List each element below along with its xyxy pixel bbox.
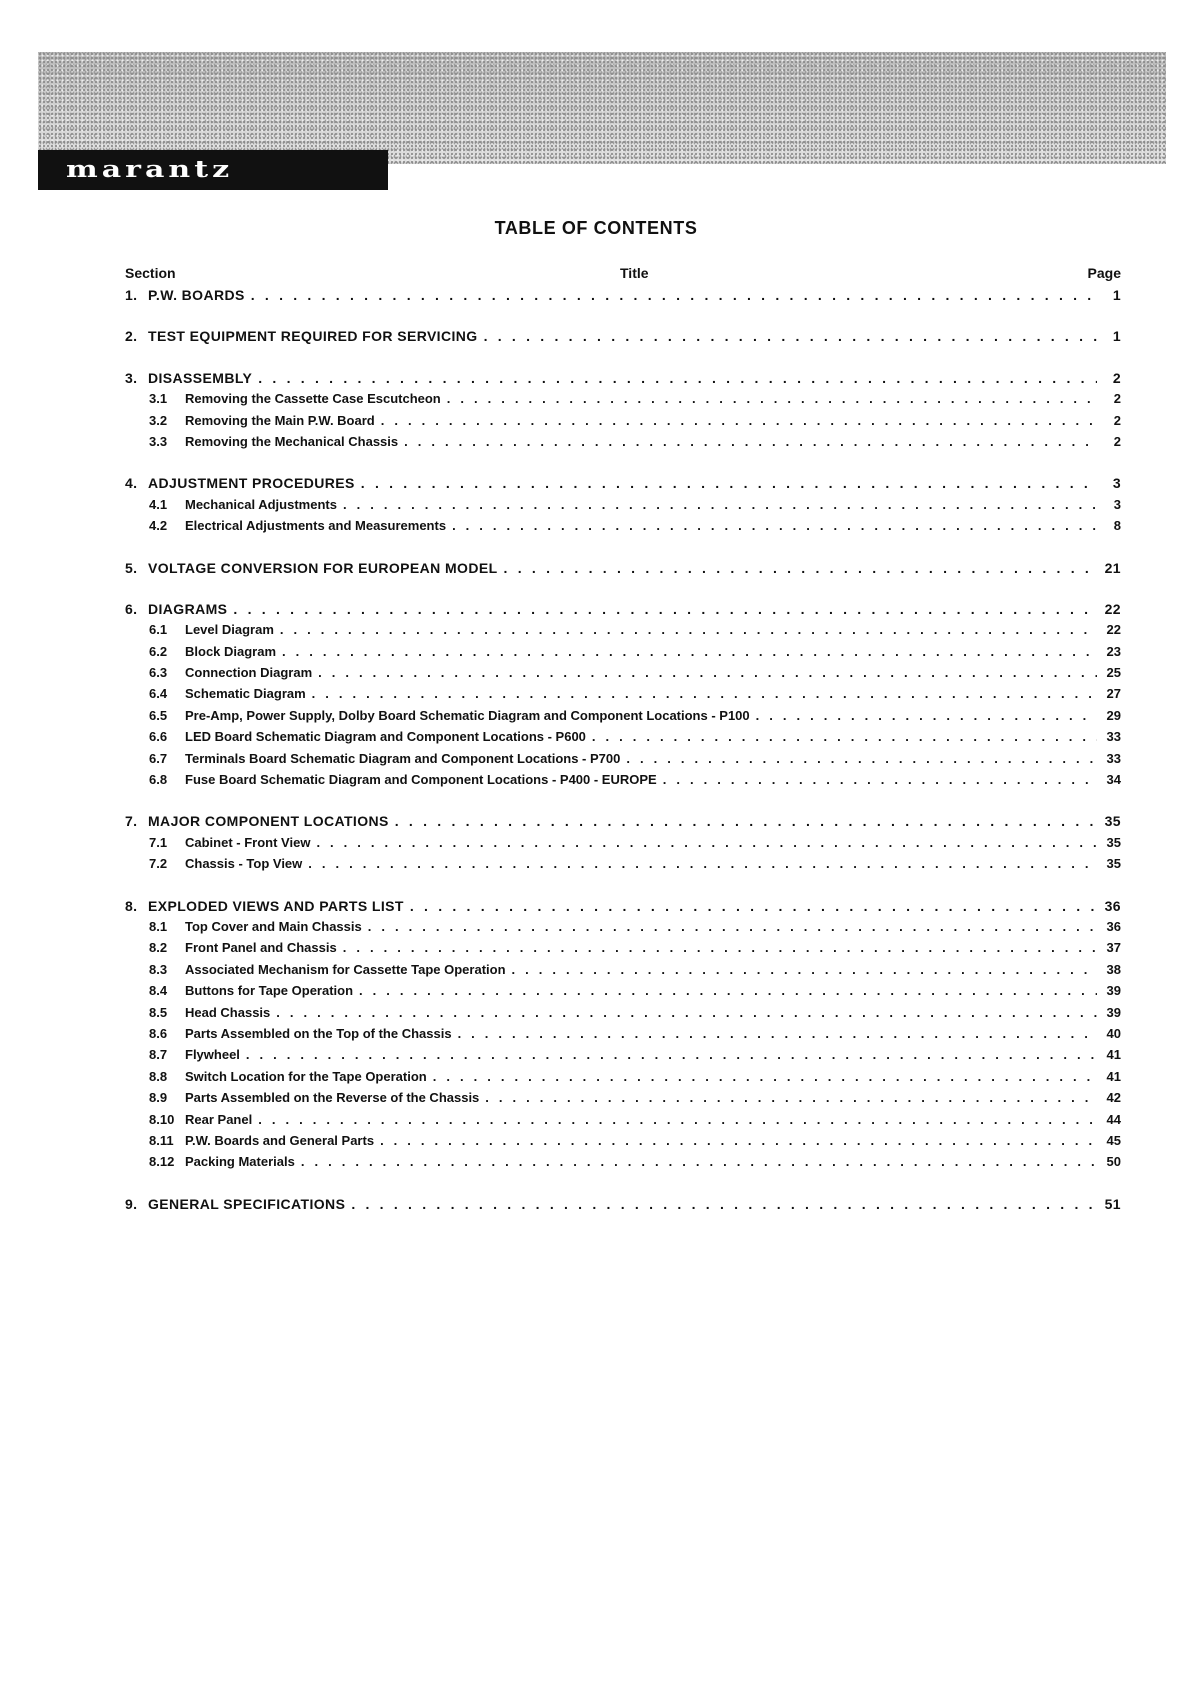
toc-subsection-row	[125, 1090, 1121, 1111]
toc-subsection-row	[125, 434, 1121, 455]
toc-entry-page: 36	[1104, 897, 1121, 914]
toc-subsection-row	[125, 686, 1121, 707]
toc-entry-number: 8.3	[149, 961, 168, 977]
toc-entry-page: 44	[1106, 1111, 1121, 1127]
dot-leader	[368, 919, 1097, 934]
toc-entry-title: Associated Mechanism for Cassette Tape Operation	[185, 961, 506, 977]
toc-entry-number: 7.1	[149, 834, 168, 850]
toc-entry-title: Level Diagram	[185, 622, 274, 638]
toc-entry-title: LED Board Schematic Diagram and Component Locations - P600	[185, 729, 586, 745]
toc-section-row	[125, 601, 1121, 622]
toc-entry-page: 38	[1106, 961, 1121, 977]
toc-entry-number: 6.6	[149, 729, 168, 745]
toc-entry-page: 33	[1106, 729, 1121, 745]
toc-subsection-row	[125, 1026, 1121, 1047]
toc-entry-title: Head Chassis	[185, 1004, 271, 1020]
toc-entry-number: 8.11	[149, 1132, 174, 1148]
dot-leader	[484, 328, 1097, 344]
toc-entry-number: 6.2	[149, 643, 168, 659]
toc-subsection-row	[125, 665, 1121, 686]
toc-entry-page: 41	[1106, 1047, 1121, 1063]
toc-entry-title: MAJOR COMPONENT LOCATIONS	[148, 813, 389, 830]
dot-leader	[233, 601, 1097, 617]
dot-leader	[512, 962, 1097, 977]
dot-leader	[282, 644, 1097, 659]
toc-entry-number: 8.6	[149, 1025, 168, 1041]
toc-subsection-row	[125, 856, 1121, 877]
toc-entry-title: Rear Panel	[185, 1111, 253, 1127]
toc-entry-number: 8.10	[149, 1111, 175, 1127]
toc-entry-number: 8.8	[149, 1068, 168, 1084]
toc-entry-number: 2.	[125, 328, 138, 345]
toc-entry-title: VOLTAGE CONVERSION FOR EUROPEAN MODEL	[148, 559, 498, 576]
toc-entry-title: Cabinet - Front View	[185, 834, 311, 850]
toc-entry-page: 8	[1113, 518, 1121, 534]
toc-subsection-row	[125, 1005, 1121, 1026]
dot-leader	[343, 497, 1097, 512]
toc-entry-number: 6.	[125, 600, 138, 617]
toc-entry-title: Terminals Board Schematic Diagram and Component Locations - P700	[185, 750, 621, 766]
toc-column-headers	[125, 265, 1121, 283]
toc-entry-number: 1.	[125, 287, 138, 303]
toc-subsection-row	[125, 835, 1121, 856]
toc-subsection-row	[125, 919, 1121, 940]
toc-section-row	[125, 898, 1121, 919]
toc-subsection-row	[125, 1154, 1121, 1175]
toc-entry-title: TEST EQUIPMENT REQUIRED FOR SERVICING	[148, 328, 478, 345]
dot-leader	[359, 983, 1097, 998]
toc-entry-title: Removing the Cassette Case Escutcheon	[185, 391, 441, 407]
toc-entry-page: 40	[1106, 1025, 1121, 1041]
toc-entry-number: 4.	[125, 475, 138, 492]
toc-entry-page: 2	[1113, 412, 1121, 428]
toc-entry-page: 1	[1112, 328, 1121, 345]
toc-entry-page: 2	[1113, 391, 1121, 407]
toc-entry-page: 34	[1106, 772, 1121, 788]
header-banner	[38, 52, 1166, 164]
toc-entry-title: DIAGRAMS	[148, 600, 228, 617]
dot-leader	[361, 475, 1097, 491]
toc-subsection-row	[125, 1047, 1121, 1068]
dot-leader	[485, 1090, 1097, 1105]
dot-leader	[663, 772, 1097, 787]
toc-entry-number: 6.8	[149, 772, 168, 788]
toc-entry-title: P.W. Boards and General Parts	[185, 1132, 375, 1148]
toc-entry-number: 3.1	[149, 391, 168, 407]
toc-subsection-row	[125, 772, 1121, 793]
dot-leader	[258, 370, 1097, 386]
dot-leader	[343, 940, 1097, 955]
toc-entry-page: 2	[1113, 433, 1121, 449]
page-title: TABLE OF CONTENTS	[494, 218, 698, 238]
toc-entry-title: Chassis - Top View	[185, 856, 303, 872]
toc-entry-title: Parts Assembled on the Top of the Chassis	[185, 1025, 452, 1041]
toc-entry-number: 8.9	[149, 1090, 168, 1106]
toc-entry-number: 6.3	[149, 665, 168, 681]
dot-leader	[318, 665, 1097, 680]
toc-subsection-row	[125, 751, 1121, 772]
toc-entry-page: 41	[1106, 1068, 1121, 1084]
toc-entry-title: Connection Diagram	[185, 665, 313, 681]
toc-entry-title: Parts Assembled on the Reverse of the Chassis	[185, 1090, 480, 1106]
dot-leader	[433, 1069, 1097, 1084]
toc-entry-number: 8.12	[149, 1154, 175, 1170]
toc-entry-title: Front Panel and Chassis	[185, 940, 337, 956]
dot-leader	[351, 1196, 1097, 1212]
toc-subsection-row	[125, 983, 1121, 1004]
dot-leader	[251, 287, 1097, 303]
toc-entry-number: 8.7	[149, 1047, 168, 1063]
toc-entry-number: 8.	[125, 897, 138, 914]
toc-entry-number: 8.2	[149, 940, 168, 956]
toc-entry-page: 35	[1104, 813, 1121, 830]
toc-entry-number: 8.1	[149, 918, 168, 934]
brand-logo	[38, 150, 388, 190]
dot-leader	[258, 1112, 1097, 1127]
toc-section-row	[125, 560, 1121, 581]
dot-leader	[410, 898, 1097, 914]
toc-entry-page: 39	[1106, 1004, 1121, 1020]
toc-entry-title: Block Diagram	[185, 643, 277, 659]
toc-subsection-row	[125, 644, 1121, 665]
toc-subsection-row	[125, 497, 1121, 518]
toc-entry-page: 25	[1106, 665, 1121, 681]
toc-subsection-row	[125, 708, 1121, 729]
dot-leader	[280, 622, 1097, 637]
toc-entry-number: 9.	[125, 1195, 138, 1212]
toc-entry-page: 22	[1106, 622, 1121, 638]
dot-leader	[447, 391, 1097, 406]
toc-entry-title: Packing Materials	[185, 1154, 295, 1170]
toc-entry-page: 29	[1106, 707, 1121, 723]
toc-entry-title: P.W. BOARDS	[148, 287, 245, 303]
dot-leader	[246, 1047, 1097, 1062]
toc-subsection-row	[125, 1133, 1121, 1154]
toc-subsection-row	[125, 1069, 1121, 1090]
dot-leader	[404, 434, 1097, 449]
column-header-section: Section	[125, 265, 176, 281]
toc-entry-title: GENERAL SPECIFICATIONS	[148, 1195, 346, 1212]
toc-entry-title: ADJUSTMENT PROCEDURES	[148, 475, 355, 492]
toc-entry-number: 3.	[125, 369, 138, 386]
toc-entry-title: Switch Location for the Tape Operation	[185, 1068, 427, 1084]
dot-leader	[626, 751, 1097, 766]
toc-entry-number: 4.2	[149, 518, 168, 534]
toc-section-row	[125, 328, 1121, 349]
toc-subsection-row	[125, 940, 1121, 961]
toc-subsection-row	[125, 413, 1121, 434]
toc-entry-number: 5.	[125, 559, 138, 576]
toc-entry-number: 8.5	[149, 1004, 168, 1020]
toc-entry-page: 1	[1112, 287, 1121, 303]
toc-entry-page: 50	[1106, 1154, 1121, 1170]
toc-entry-title: DISASSEMBLY	[148, 369, 253, 386]
toc-entry-page: 35	[1106, 834, 1121, 850]
toc-entry-page: 22	[1104, 600, 1121, 617]
toc-entry-page: 36	[1106, 918, 1121, 934]
dot-leader	[592, 729, 1097, 744]
toc-subsection-row	[125, 729, 1121, 750]
toc-section-row	[125, 475, 1121, 496]
toc-entry-page: 2	[1112, 369, 1121, 386]
toc-entry-page: 37	[1106, 940, 1121, 956]
toc-entry-page: 21	[1104, 559, 1121, 576]
toc-entry-number: 6.4	[149, 686, 168, 702]
dot-leader	[301, 1154, 1097, 1169]
toc-entry-page: 39	[1106, 983, 1121, 999]
toc-section-row	[125, 813, 1121, 834]
toc-entry-title: Mechanical Adjustments	[185, 496, 337, 512]
dot-leader	[276, 1005, 1097, 1020]
dot-leader	[381, 413, 1097, 428]
toc-entry-number: 6.7	[149, 750, 168, 766]
dot-leader	[316, 835, 1097, 850]
column-header-page: Page	[1087, 265, 1121, 281]
toc-entry-number: 7.2	[149, 856, 168, 872]
toc-entry-title: Removing the Main P.W. Board	[185, 412, 375, 428]
toc-section-row	[125, 1196, 1121, 1217]
dot-leader	[380, 1133, 1097, 1148]
dot-leader	[395, 813, 1097, 829]
dot-leader	[756, 708, 1097, 723]
toc-entry-number: 4.1	[149, 496, 168, 512]
dot-leader	[312, 686, 1097, 701]
toc-entry-title: Electrical Adjustments and Measurements	[185, 518, 447, 534]
toc-entry-page: 27	[1106, 686, 1121, 702]
toc-entry-number: 6.5	[149, 707, 168, 723]
toc-list	[125, 287, 1121, 1217]
toc-entry-page: 51	[1104, 1195, 1121, 1212]
toc-subsection-row	[125, 518, 1121, 539]
toc-entry-number: 7.	[125, 813, 138, 830]
toc-entry-page: 3	[1113, 496, 1121, 512]
toc-entry-title: EXPLODED VIEWS AND PARTS LIST	[148, 897, 404, 914]
toc-entry-title: Flywheel	[185, 1047, 240, 1063]
dot-leader	[452, 518, 1097, 533]
toc-subsection-row	[125, 1112, 1121, 1133]
toc-subsection-row	[125, 962, 1121, 983]
toc-entry-title: Fuse Board Schematic Diagram and Component Locations - P400 - EUROPE	[185, 772, 657, 788]
toc-entry-number: 3.2	[149, 412, 168, 428]
toc-section-row	[125, 287, 1121, 308]
toc-entry-page: 33	[1106, 750, 1121, 766]
toc-section-row	[125, 370, 1121, 391]
toc-entry-number: 8.4	[149, 983, 168, 999]
toc-entry-page: 23	[1106, 643, 1121, 659]
column-header-title: Title	[620, 265, 649, 281]
toc-entry-page: 42	[1106, 1090, 1121, 1106]
dot-leader	[458, 1026, 1097, 1041]
toc-entry-title: Schematic Diagram	[185, 686, 306, 702]
toc-entry-title: Top Cover and Main Chassis	[185, 918, 362, 934]
dot-leader	[308, 856, 1097, 871]
toc-subsection-row	[125, 391, 1121, 412]
toc-entry-page: 3	[1112, 475, 1121, 492]
toc-entry-page: 35	[1106, 856, 1121, 872]
toc-entry-number: 3.3	[149, 433, 168, 449]
toc-subsection-row	[125, 622, 1121, 643]
toc-entry-number: 6.1	[149, 622, 168, 638]
dot-leader	[504, 560, 1097, 576]
toc-entry-title: Pre-Amp, Power Supply, Dolby Board Schematic Diagram and Component Locations - P100	[185, 707, 750, 723]
brand-logo-text: marantz	[66, 155, 234, 184]
toc-entry-title: Buttons for Tape Operation	[185, 983, 354, 999]
toc-entry-page: 45	[1106, 1132, 1121, 1148]
toc-entry-title: Removing the Mechanical Chassis	[185, 433, 399, 449]
